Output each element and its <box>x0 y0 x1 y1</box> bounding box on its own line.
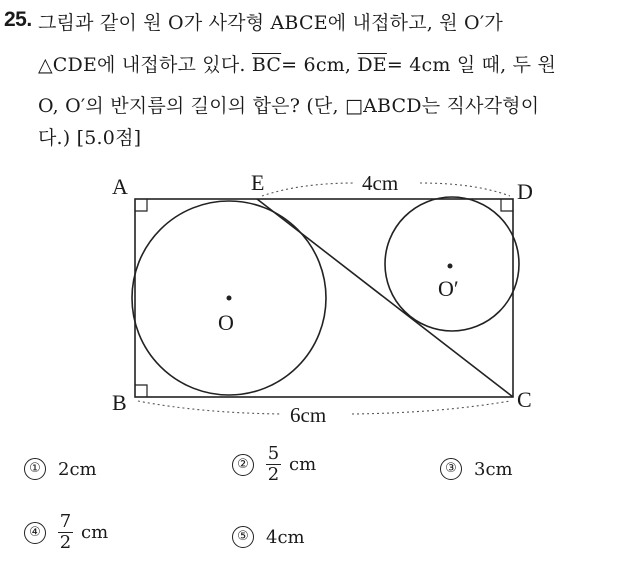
vertex-label-d: D <box>517 179 533 204</box>
choice-number-1: ① <box>24 458 46 480</box>
length-label-de: 4cm <box>362 171 399 195</box>
vertex-label-c: C <box>517 387 532 412</box>
fraction-denominator: 2 <box>267 464 280 485</box>
vertex-label-b: B <box>112 390 127 415</box>
choice-number-5: ⑤ <box>232 526 254 548</box>
vertex-label-e: E <box>251 170 265 195</box>
question-text-segment: = 6cm, <box>281 54 352 76</box>
dimension-curve-de-left <box>262 183 355 196</box>
choice-unit-4: cm <box>81 522 109 543</box>
fraction-numerator: 5 <box>267 443 280 464</box>
center-o-prime-dot <box>448 264 453 269</box>
question-text-line-1: 그림과 같이 원 O가 사각형 ABCE에 내접하고, 원 O′가 <box>38 12 503 34</box>
segment-ec <box>257 199 513 397</box>
center-o-dot <box>227 296 232 301</box>
segment-de: $\overline{DE}$ <box>357 54 387 76</box>
right-angle-mark-a <box>135 199 147 211</box>
choice-text-3: 3cm <box>474 458 513 480</box>
choice-number-2: ② <box>232 454 254 476</box>
question-text-line-3: O, O′의 반지름의 길이의 합은? (단, □ABCD는 직사각형이 <box>38 95 540 117</box>
center-label-o: O <box>218 310 234 335</box>
choice-text-5: 4cm <box>266 526 305 548</box>
choice-unit-2: cm <box>289 454 317 475</box>
right-angle-mark-d <box>501 199 513 211</box>
center-label-o-prime: O′ <box>438 276 459 301</box>
question-text-line-4: 다.) [5.0점] <box>38 127 142 149</box>
answer-choice-1[interactable] <box>24 458 97 480</box>
question-number: 25. <box>4 8 32 31</box>
segment-bc: $\overline{BC}$ <box>251 54 282 76</box>
dimension-curve-de-right <box>420 183 510 196</box>
fraction-denominator: 2 <box>59 532 72 553</box>
dimension-curve-bc-left <box>138 401 282 414</box>
vertex-label-a: A <box>112 174 128 199</box>
choice-fraction-2 <box>266 444 281 485</box>
choice-text-1: 2cm <box>58 458 97 480</box>
answer-choice-4[interactable] <box>24 512 108 553</box>
length-label-bc: 6cm <box>290 403 327 427</box>
circle-o-prime <box>385 197 519 331</box>
answer-choice-2[interactable] <box>232 444 316 485</box>
choice-number-3: ③ <box>440 458 462 480</box>
answer-choice-5[interactable] <box>232 526 305 548</box>
answer-choice-3[interactable] <box>440 458 513 480</box>
choice-number-4: ④ <box>24 522 46 544</box>
right-angle-mark-b <box>135 385 147 397</box>
dimension-curve-bc-right <box>352 401 510 414</box>
choice-fraction-4 <box>58 512 73 553</box>
question-text-segment: = 4cm 일 때, 두 원 <box>386 54 557 76</box>
fraction-numerator: 7 <box>59 511 72 532</box>
question-text-segment: △CDE에 내접하고 있다. <box>38 54 246 76</box>
